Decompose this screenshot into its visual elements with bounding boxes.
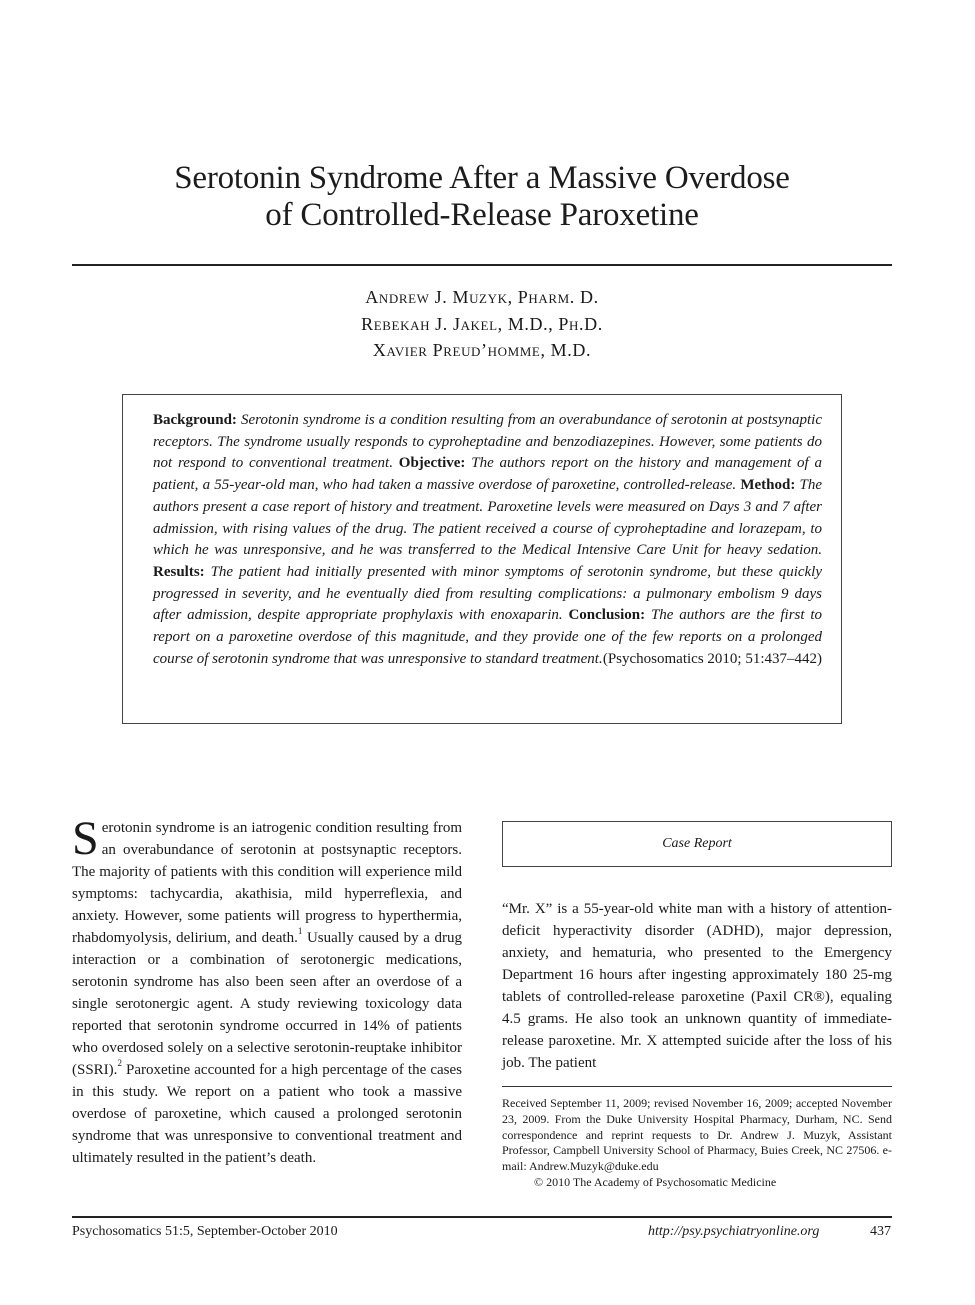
objective-text: The authors report on the history and management of a patient, a 55-year-old man, who had taken a massive overdose of paroxetine, controlled-release. bbox=[153, 455, 823, 494]
article-title bbox=[72, 160, 892, 234]
drop-cap: S bbox=[72, 812, 99, 865]
footnote bbox=[502, 1096, 892, 1191]
background-text: Serotonin syndrome is a condition resulting from an overabundance of serotonin at postsynaptic receptors. The syndrome usually responds to cyproheptadine and benzodiazepines. However, some patients do not respond to conventional treatment. bbox=[153, 412, 823, 472]
title-line-1: Serotonin Syndrome After a Massive Overdose bbox=[174, 160, 790, 196]
author-1: Andrew J. Muzyk, Pharm. D. bbox=[365, 287, 599, 307]
intro-text-c: Paroxetine accounted for a high percentage of the cases in this study. We report on a patient who took a massive overdose of paroxetine, which caused a prolonged serotonin syndrome that was unresponsive to conventional treatment and ultimately resulted in the patient’s death. bbox=[72, 1062, 462, 1166]
reference-1[interactable]: 1 bbox=[297, 926, 303, 936]
introduction-column bbox=[72, 812, 462, 1169]
method-label: Method: bbox=[740, 477, 796, 494]
copyright-notice: © 2010 The Academy of Psychosomatic Medicine bbox=[534, 1174, 777, 1189]
footnote-divider bbox=[502, 1086, 892, 1087]
author-3: Xavier Preud’homme, M.D. bbox=[372, 340, 592, 360]
intro-text-b: Usually caused by a drug interaction or a combination of serotonergic medications, serotonin syndrome has also been seen after an overdose of a single serotonergic agent. A study reviewing toxicology data reported that serotonin syndrome occurred in 14% of patients who overdosed solely on a selective serotonin-reuptake inhibitor (SSRI). bbox=[72, 930, 462, 1078]
journal-info: Psychosomatics 51:5, September-October 2010 bbox=[72, 1224, 338, 1239]
footnote-text: Received September 11, 2009; revised November 16, 2009; accepted November 23, 2009. From the Duke University Hospital Pharmacy, Durham, NC. Send correspondence and reprint requests to Dr. Andrew J. Muzyk, Assistant Professor, Campbell University School of Pharmacy, Buies Creek, NC 27506. e-mail: Andrew.Muzyk@duke.edu bbox=[502, 1096, 892, 1174]
case-report-heading: Case Report bbox=[662, 836, 732, 851]
background-label: Background: bbox=[153, 412, 237, 428]
title-line-2: of Controlled-Release Paroxetine bbox=[265, 197, 699, 233]
author-2: Rebekah J. Jakel, M.D., Ph.D. bbox=[361, 313, 603, 334]
page-number: 437 bbox=[870, 1224, 891, 1239]
abstract bbox=[153, 410, 822, 670]
intro-text-a: erotonin syndrome is an iatrogenic condition resulting from an overabundance of serotonin at postsynaptic receptors. The majority of patients with this condition will experience mild symptoms: tachycardia, akathisia, mild hyperreflexia, and anxiety. However, some patients will progress to hyperthermia, rhabdomyolysis, delirium, and death. bbox=[72, 820, 462, 946]
method-text: The authors present a case report of history and treatment. Paroxetine levels were measured on Days 3 and 7 after admission, with rising values of the drug. The patient received a course of cyproheptadine and lorazepam, to which he was unresponsive, and he was transferred to the Medical Intensive Care Unit for heavy sedation. bbox=[153, 477, 823, 559]
results-label: Results: bbox=[153, 563, 205, 580]
conclusion-text: The authors are the first to report on a paroxetine overdose of this magnitude, and they provide one of the few reports on a prolonged course of serotonin syndrome that was unresponsive to standard treatment. bbox=[153, 607, 823, 667]
case-report-text: “Mr. X” is a 55-year-old white man with a history of attention-deficit hyperactivity disorder (ADHD), major depression, anxiety, and hematuria, who presented to the Emergency Department 16 hours after ingesting approximately 180 25-mg tablets of controlled-release paroxetine (Paxil CR®), equaling 4.5 grams. He also took an unknown quantity of immediate-release paroxetine. Mr. X attempted suicide after the loss of his job. The patient bbox=[502, 901, 892, 1071]
footer-divider bbox=[72, 1216, 892, 1218]
author-list bbox=[72, 284, 892, 364]
abstract-citation: (Psychosomatics 2010; 51:437–442) bbox=[602, 650, 822, 667]
reference-2[interactable]: 2 bbox=[117, 1058, 122, 1068]
title-divider bbox=[72, 264, 892, 266]
conclusion-label: Conclusion: bbox=[568, 607, 646, 624]
objective-label: Objective: bbox=[398, 455, 466, 472]
results-text: The patient had initially presented with minor symptoms of serotonin syndrome, but these quickly progressed in severity, and he eventually died from resulting complications: a pulmonary embolism 9 days after admission, despite appropriate prophylaxis with enoxaparin. bbox=[153, 563, 823, 624]
journal-url[interactable]: http://psy.psychiatryonline.org bbox=[648, 1224, 820, 1239]
